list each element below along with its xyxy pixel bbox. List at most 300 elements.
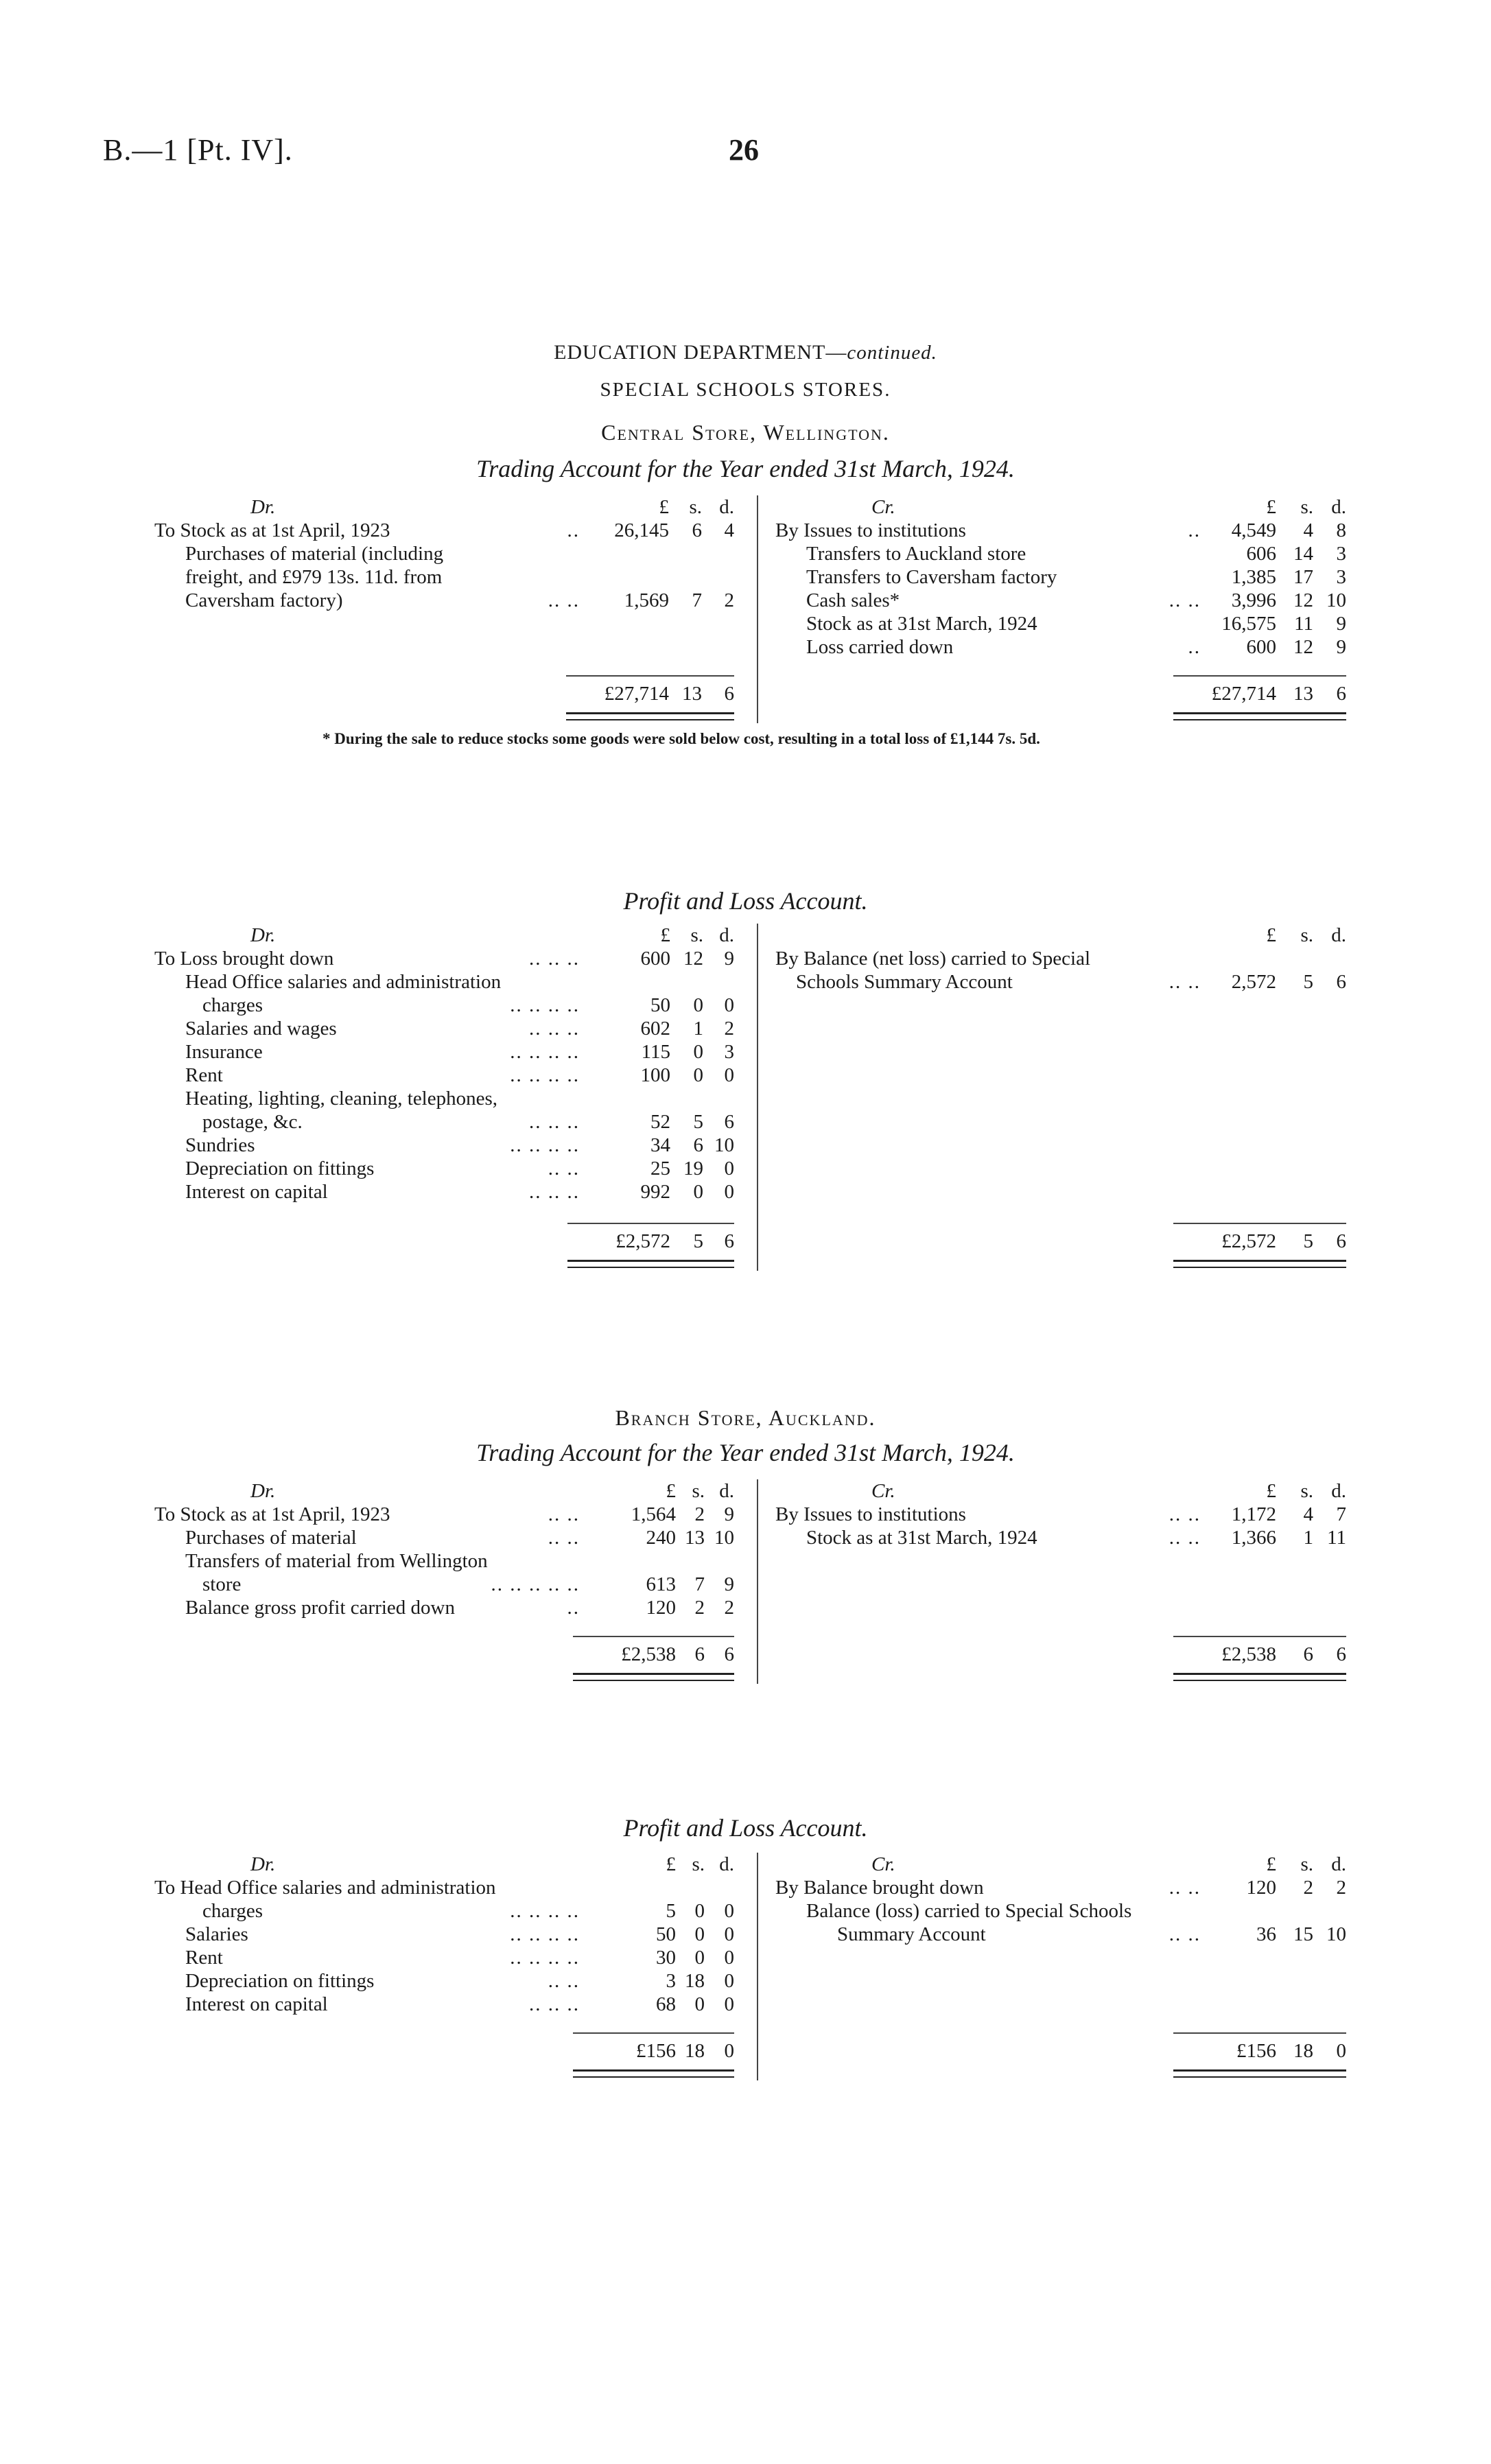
pound-header: £ xyxy=(1266,1853,1276,1875)
entry-text: By Balance (net loss) carried to Special xyxy=(775,948,1091,970)
pence-header: d. xyxy=(1331,1853,1346,1875)
pound-header: £ xyxy=(666,1853,676,1875)
shillings-value: 2 xyxy=(694,1503,705,1525)
account-line xyxy=(154,1064,744,1087)
pence-value: 9 xyxy=(1336,613,1346,635)
entry-text: charges xyxy=(202,994,263,1016)
pounds-value: 30 xyxy=(656,1947,676,1969)
account-line xyxy=(775,1503,1359,1526)
leader-dots: .. .. .. .. xyxy=(510,1947,580,1969)
double-rule xyxy=(1173,712,1346,720)
entry-text: To Loss brought down xyxy=(154,948,334,970)
pence-value: 0 xyxy=(724,1158,734,1180)
debit-side xyxy=(154,924,744,1252)
entry-text: Summary Account xyxy=(837,1923,986,1945)
shillings-value: 13 xyxy=(682,683,702,705)
shillings-value: 6 xyxy=(1303,1643,1313,1665)
shillings-value: 18 xyxy=(685,1970,705,1992)
shillings-value: 0 xyxy=(694,1993,705,2015)
pence-value: 10 xyxy=(714,1527,734,1549)
account-line xyxy=(154,519,744,542)
pounds-value: 1,385 xyxy=(1231,566,1276,588)
pounds-value: 1,172 xyxy=(1231,1503,1276,1525)
pence-value: 3 xyxy=(1336,566,1346,588)
leader-dots: .. .. xyxy=(548,1158,580,1180)
pounds-value: 600 xyxy=(1246,636,1276,658)
shillings-value: 4 xyxy=(1303,519,1313,541)
column-header xyxy=(154,924,744,947)
pounds-value: 992 xyxy=(640,1181,670,1203)
account-line xyxy=(775,1923,1359,1946)
shillings-value: 5 xyxy=(693,1111,703,1133)
sum-rule xyxy=(1173,1223,1346,1224)
entry-text: Balance gross profit carried down xyxy=(185,1597,455,1619)
entry-text: Interest on capital xyxy=(185,1993,328,2015)
pence-value: 6 xyxy=(724,683,734,705)
double-rule xyxy=(1173,2069,1346,2078)
pence-header: d. xyxy=(719,496,734,518)
pounds-value: 34 xyxy=(650,1134,670,1156)
shillings-value: 12 xyxy=(1293,636,1313,658)
shillings-value: 18 xyxy=(685,2040,705,2062)
double-rule xyxy=(566,712,734,720)
account-line xyxy=(154,1110,744,1134)
shillings-value: 13 xyxy=(1293,683,1313,705)
credit-side xyxy=(775,1853,1359,2062)
pence-value: 10 xyxy=(714,1134,734,1156)
pounds-value: 50 xyxy=(656,1923,676,1945)
pence-value: 6 xyxy=(724,1230,734,1252)
page-number: 26 xyxy=(729,133,759,167)
branch-trading-title: Trading Account for the Year ended 31st March, 1924. xyxy=(476,1439,1015,1466)
debit-side xyxy=(154,495,744,705)
pounds-value: 26,145 xyxy=(614,519,669,541)
sum-rule xyxy=(1173,2032,1346,2034)
pence-header: d. xyxy=(1331,924,1346,946)
pence-value: 7 xyxy=(1336,1503,1346,1525)
account-line xyxy=(154,994,744,1017)
pounds-value: 2,572 xyxy=(1231,971,1276,993)
pence-value: 9 xyxy=(1336,636,1346,658)
pounds-value: £156 xyxy=(636,2040,676,2062)
central-trading-account xyxy=(154,495,1359,723)
central-trading-title: Trading Account for the Year ended 31st March, 1924. xyxy=(476,455,1015,482)
pounds-value: 68 xyxy=(656,1993,676,2015)
shillings-value: 2 xyxy=(1303,1877,1313,1899)
shillings-value: 2 xyxy=(694,1597,705,1619)
total-row xyxy=(775,1230,1359,1253)
entry-text: Depreciation on fittings xyxy=(185,1970,375,1992)
pence-value: 6 xyxy=(1336,971,1346,993)
entry-text: Schools Summary Account xyxy=(796,971,1013,993)
pounds-value: 602 xyxy=(640,1018,670,1040)
leader-dots: .. .. xyxy=(1169,589,1201,611)
sum-rule xyxy=(567,1223,734,1224)
column-header xyxy=(775,1479,1359,1503)
pound-header: £ xyxy=(660,924,670,946)
double-rule xyxy=(1173,1260,1346,1268)
pence-value: 6 xyxy=(1336,1230,1346,1252)
pence-value: 6 xyxy=(724,1111,734,1133)
pound-header: £ xyxy=(666,1480,676,1502)
entry-text: Stock as at 31st March, 1924 xyxy=(806,613,1037,635)
department-title: EDUCATION DEPARTMENT—continued. xyxy=(554,341,937,364)
account-line xyxy=(154,1993,744,2016)
account-line xyxy=(154,1876,744,1899)
entry-text: Purchases of material (including xyxy=(185,543,444,565)
shillings-value: 0 xyxy=(694,1900,705,1922)
entry-text: Insurance xyxy=(185,1041,263,1063)
shillings-value: 7 xyxy=(692,589,702,611)
pence-value: 0 xyxy=(724,1923,734,1945)
leader-dots: .. .. xyxy=(548,1527,580,1549)
account-line xyxy=(775,612,1359,635)
pence-value: 4 xyxy=(724,519,734,541)
debit-side xyxy=(154,1853,744,2062)
branch-trading-account xyxy=(154,1479,1359,1684)
pounds-value: 120 xyxy=(1246,1877,1276,1899)
pounds-value: 52 xyxy=(650,1111,670,1133)
shillings-value: 0 xyxy=(694,1923,705,1945)
pound-header: £ xyxy=(1266,924,1276,946)
pence-value: 0 xyxy=(724,1064,734,1086)
central-store-heading: Central Store, Wellington. xyxy=(601,420,890,445)
side-label: Cr. xyxy=(871,496,895,518)
pence-value: 3 xyxy=(1336,543,1346,565)
pounds-value: £2,538 xyxy=(621,1643,676,1665)
pence-value: 0 xyxy=(724,1181,734,1203)
shillings-value: 11 xyxy=(1294,613,1313,635)
pence-value: 0 xyxy=(724,2040,734,2062)
entry-text: Heating, lighting, cleaning, telephones, xyxy=(185,1088,498,1110)
shillings-value: 0 xyxy=(694,1947,705,1969)
branch-pl-title: Profit and Loss Account. xyxy=(623,1814,868,1842)
account-line xyxy=(775,947,1359,970)
account-line xyxy=(154,970,744,994)
shillings-value: 6 xyxy=(694,1643,705,1665)
shilling-header: s. xyxy=(690,924,703,946)
pence-value: 0 xyxy=(724,1900,734,1922)
side-label: Cr. xyxy=(871,1853,895,1875)
total-row xyxy=(775,682,1359,705)
central-pl-account xyxy=(154,924,1359,1271)
shillings-value: 5 xyxy=(693,1230,703,1252)
document-reference: B.—1 [Pt. IV]. xyxy=(103,133,293,167)
pounds-value: 240 xyxy=(646,1527,676,1549)
sum-rule xyxy=(566,675,734,677)
leader-dots: .. .. .. .. .. xyxy=(491,1573,580,1595)
leader-dots: .. .. .. xyxy=(529,1181,580,1203)
entry-text: Salaries xyxy=(185,1923,248,1945)
column-header xyxy=(775,495,1359,519)
shilling-header: s. xyxy=(1300,1853,1313,1875)
leader-dots: .. .. .. .. xyxy=(510,994,580,1016)
pounds-value: 50 xyxy=(650,994,670,1016)
double-rule xyxy=(573,2069,734,2078)
leader-dots: .. .. .. .. xyxy=(510,1923,580,1945)
leader-dots: .. .. xyxy=(548,1970,580,1992)
shillings-value: 6 xyxy=(692,519,702,541)
shillings-value: 4 xyxy=(1303,1503,1313,1525)
total-row xyxy=(154,1643,744,1666)
pounds-value: £2,538 xyxy=(1221,1643,1276,1665)
account-line xyxy=(154,1526,744,1549)
entry-text: Balance (loss) carried to Special Schools xyxy=(806,1900,1132,1922)
pounds-value: £27,714 xyxy=(1211,683,1276,705)
pence-header: d. xyxy=(1331,1480,1346,1502)
credit-side xyxy=(775,1479,1359,1665)
pounds-value: £27,714 xyxy=(604,683,669,705)
side-label: Dr. xyxy=(250,924,276,946)
account-line xyxy=(154,1157,744,1180)
pounds-value: 600 xyxy=(640,948,670,970)
account-line xyxy=(154,1946,744,1969)
entry-text: store xyxy=(202,1573,242,1595)
account-line xyxy=(775,565,1359,589)
entry-text: Head Office salaries and administration xyxy=(185,971,502,993)
column-header xyxy=(154,1479,744,1503)
account-line xyxy=(154,1923,744,1946)
entry-text: Loss carried down xyxy=(806,636,954,658)
shilling-header: s. xyxy=(692,1853,705,1875)
entry-text: Sundries xyxy=(185,1134,255,1156)
credit-side xyxy=(775,495,1359,705)
leader-dots: .. xyxy=(567,1597,580,1619)
pence-value: 2 xyxy=(1336,1877,1346,1899)
pounds-value: £156 xyxy=(1236,2040,1276,2062)
pence-header: d. xyxy=(719,1853,734,1875)
pounds-value: 613 xyxy=(646,1573,676,1595)
column-header xyxy=(775,1853,1359,1876)
leader-dots: .. .. xyxy=(1169,1527,1201,1549)
account-line xyxy=(154,1596,744,1619)
account-line xyxy=(154,947,744,970)
shilling-header: s. xyxy=(1300,496,1313,518)
account-line xyxy=(154,542,744,565)
pounds-value: 606 xyxy=(1246,543,1276,565)
total-row xyxy=(154,682,744,705)
entry-text: postage, &c. xyxy=(202,1111,303,1133)
account-line xyxy=(775,519,1359,542)
total-row xyxy=(775,2039,1359,2063)
pounds-value: 16,575 xyxy=(1221,613,1276,635)
account-line xyxy=(154,565,744,589)
pounds-value: £2,572 xyxy=(615,1230,670,1252)
leader-dots: .. .. .. xyxy=(529,1018,580,1040)
entry-text: To Stock as at 1st April, 1923 xyxy=(154,1503,390,1525)
sum-rule xyxy=(573,1636,734,1637)
leader-dots: .. .. xyxy=(1169,971,1201,993)
pence-value: 9 xyxy=(724,1573,734,1595)
pence-value: 11 xyxy=(1327,1527,1346,1549)
account-line xyxy=(154,1134,744,1157)
leader-dots: .. .. .. xyxy=(529,1993,580,2015)
entry-text: By Issues to institutions xyxy=(775,519,966,541)
entry-text: By Balance brought down xyxy=(775,1877,984,1899)
leader-dots: .. .. xyxy=(548,1503,580,1525)
account-line xyxy=(154,1180,744,1204)
column-divider xyxy=(757,495,758,723)
column-divider xyxy=(757,924,758,1271)
pounds-value: 1,366 xyxy=(1231,1527,1276,1549)
account-line xyxy=(775,1899,1359,1923)
shillings-value: 17 xyxy=(1293,566,1313,588)
entry-text: Caversham factory) xyxy=(185,589,343,611)
side-label: Dr. xyxy=(250,1480,276,1502)
sum-rule xyxy=(573,2032,734,2034)
shillings-value: 5 xyxy=(1303,971,1313,993)
leader-dots: .. .. .. .. xyxy=(510,1900,580,1922)
account-line xyxy=(154,1573,744,1596)
entry-text: Transfers to Caversham factory xyxy=(806,566,1057,588)
entry-text: By Issues to institutions xyxy=(775,1503,966,1525)
leader-dots: .. .. xyxy=(548,589,580,611)
double-rule xyxy=(567,1260,734,1268)
shilling-header: s. xyxy=(1300,924,1313,946)
entry-text: Cash sales* xyxy=(806,589,900,611)
pounds-value: 100 xyxy=(640,1064,670,1086)
column-header xyxy=(154,495,744,519)
shillings-value: 12 xyxy=(683,948,703,970)
central-pl-title: Profit and Loss Account. xyxy=(623,887,868,915)
account-line xyxy=(775,970,1359,994)
pence-value: 2 xyxy=(724,589,734,611)
pound-header: £ xyxy=(659,496,669,518)
total-row xyxy=(154,2039,744,2063)
shillings-value: 0 xyxy=(693,1181,703,1203)
entry-text: Depreciation on fittings xyxy=(185,1158,375,1180)
shillings-value: 18 xyxy=(1293,2040,1313,2062)
pounds-value: 1,564 xyxy=(631,1503,676,1525)
shillings-value: 1 xyxy=(693,1018,703,1040)
entry-text: Interest on capital xyxy=(185,1181,328,1203)
shillings-value: 0 xyxy=(693,994,703,1016)
pence-value: 6 xyxy=(1336,1643,1346,1665)
pence-value: 0 xyxy=(724,1947,734,1969)
pence-value: 9 xyxy=(724,1503,734,1525)
pounds-value: 120 xyxy=(646,1597,676,1619)
shilling-header: s. xyxy=(1300,1480,1313,1502)
account-line xyxy=(775,1876,1359,1899)
pound-header: £ xyxy=(1266,496,1276,518)
shillings-value: 14 xyxy=(1293,543,1313,565)
pence-header: d. xyxy=(719,1480,734,1502)
shillings-value: 6 xyxy=(693,1134,703,1156)
column-divider xyxy=(757,1479,758,1684)
section-subtitle: SPECIAL SCHOOLS STORES. xyxy=(600,379,891,401)
entry-text: freight, and £979 13s. 11d. from xyxy=(185,566,443,588)
shillings-value: 7 xyxy=(694,1573,705,1595)
pounds-value: 4,549 xyxy=(1231,519,1276,541)
account-line xyxy=(775,589,1359,612)
pounds-value: 1,569 xyxy=(624,589,669,611)
pence-value: 6 xyxy=(724,1643,734,1665)
pence-header: d. xyxy=(719,924,734,946)
pence-value: 10 xyxy=(1326,1923,1346,1945)
entry-text: Purchases of material xyxy=(185,1527,357,1549)
shilling-header: s. xyxy=(689,496,702,518)
entry-text: Rent xyxy=(185,1064,223,1086)
debit-side xyxy=(154,1479,744,1665)
entry-text: Transfers to Auckland store xyxy=(806,543,1026,565)
pounds-value: £2,572 xyxy=(1221,1230,1276,1252)
shillings-value: 19 xyxy=(683,1158,703,1180)
account-line xyxy=(154,1549,744,1573)
account-line xyxy=(775,1526,1359,1549)
pence-value: 0 xyxy=(724,994,734,1016)
sum-rule xyxy=(1173,675,1346,677)
leader-dots: .. .. .. .. xyxy=(510,1041,580,1063)
leader-dots: .. .. xyxy=(1169,1877,1201,1899)
account-line xyxy=(154,1087,744,1110)
pounds-value: 5 xyxy=(666,1900,676,1922)
shillings-value: 15 xyxy=(1293,1923,1313,1945)
pence-value: 0 xyxy=(724,1970,734,1992)
pence-value: 8 xyxy=(1336,519,1346,541)
account-line xyxy=(154,1899,744,1923)
account-line xyxy=(154,1969,744,1993)
double-rule xyxy=(1173,1673,1346,1681)
entry-text: Salaries and wages xyxy=(185,1018,337,1040)
side-label: Dr. xyxy=(250,496,276,518)
pence-value: 2 xyxy=(724,1597,734,1619)
shillings-value: 0 xyxy=(693,1041,703,1063)
entry-text: To Stock as at 1st April, 1923 xyxy=(154,519,390,541)
pounds-value: 3,996 xyxy=(1231,589,1276,611)
account-line xyxy=(154,589,744,612)
shillings-value: 12 xyxy=(1293,589,1313,611)
pounds-value: 115 xyxy=(641,1041,670,1063)
entry-text: Transfers of material from Wellington xyxy=(185,1550,488,1572)
side-label: Cr. xyxy=(871,1480,895,1502)
entry-text: Rent xyxy=(185,1947,223,1969)
double-rule xyxy=(573,1673,734,1681)
shillings-value: 0 xyxy=(693,1064,703,1086)
column-divider xyxy=(757,1853,758,2080)
entry-text: To Head Office salaries and administration xyxy=(154,1877,496,1899)
pounds-value: 3 xyxy=(666,1970,676,1992)
footnote: * During the sale to reduce stocks some goods were sold below cost, resulting in a total loss of £1,144 7s. 5d. xyxy=(322,730,1040,747)
pound-header: £ xyxy=(1266,1480,1276,1502)
pence-value: 0 xyxy=(724,1993,734,2015)
account-line xyxy=(775,542,1359,565)
leader-dots: .. .. .. xyxy=(529,1111,580,1133)
column-header xyxy=(775,924,1359,947)
shillings-value: 1 xyxy=(1303,1527,1313,1549)
leader-dots: .. xyxy=(1188,636,1201,658)
total-row xyxy=(775,1643,1359,1666)
pence-value: 3 xyxy=(724,1041,734,1063)
pence-value: 2 xyxy=(724,1018,734,1040)
leader-dots: .. .. .. xyxy=(529,948,580,970)
leader-dots: .. xyxy=(567,519,580,541)
leader-dots: .. xyxy=(1188,519,1201,541)
leader-dots: .. .. xyxy=(1169,1503,1201,1525)
shillings-value: 5 xyxy=(1303,1230,1313,1252)
account-line xyxy=(775,635,1359,659)
credit-side xyxy=(775,924,1359,1252)
branch-store-heading: Branch Store, Auckland. xyxy=(615,1405,876,1430)
account-line xyxy=(154,1040,744,1064)
pence-header: d. xyxy=(1331,496,1346,518)
leader-dots: .. .. .. .. xyxy=(510,1134,580,1156)
column-header xyxy=(154,1853,744,1876)
pence-value: 10 xyxy=(1326,589,1346,611)
sum-rule xyxy=(1173,1636,1346,1637)
pence-value: 0 xyxy=(1336,2040,1346,2062)
entry-text: charges xyxy=(202,1900,263,1922)
leader-dots: .. .. xyxy=(1169,1923,1201,1945)
